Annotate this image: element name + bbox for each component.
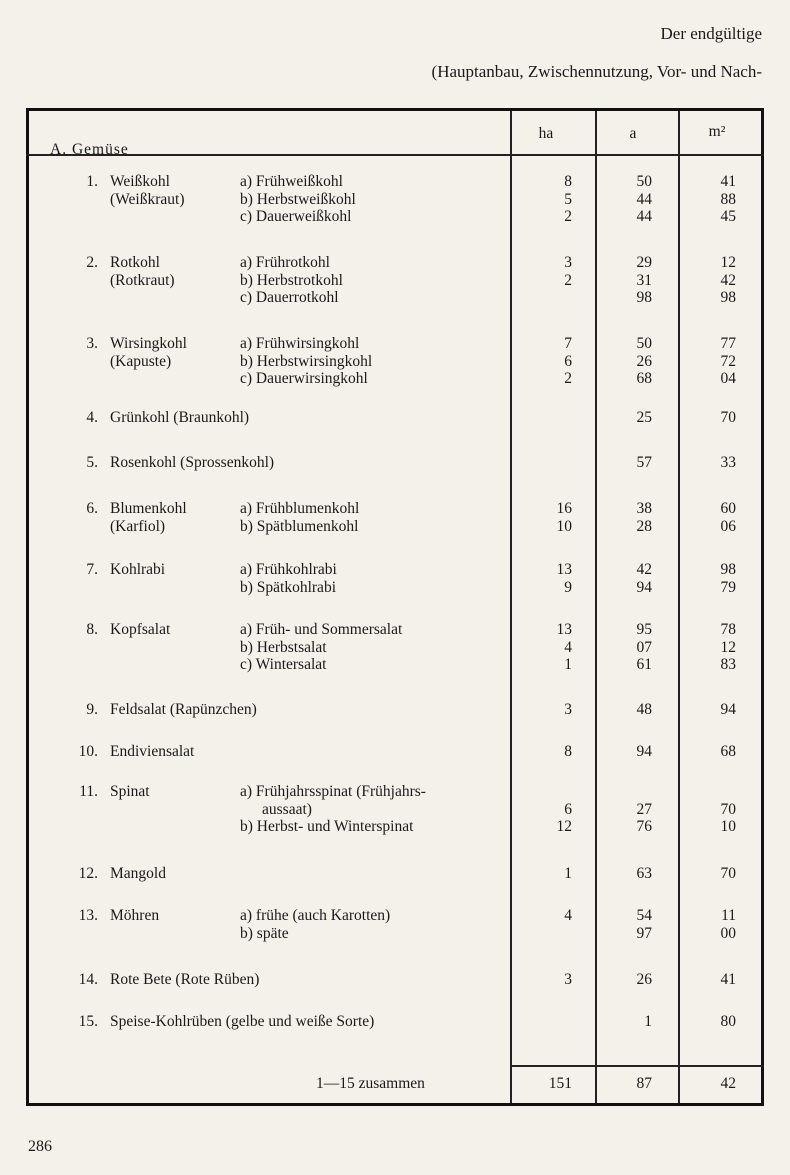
cell-m2: 80 [720, 1013, 736, 1030]
data-table [26, 108, 764, 1106]
cell-ha: 3 [564, 971, 572, 988]
cell-ha: 2 [564, 271, 572, 289]
cell-ha: 9 [564, 578, 572, 596]
cell-a: 28 [636, 517, 652, 535]
row-name: Möhren [110, 907, 160, 924]
total-ha: 151 [548, 1075, 572, 1092]
row-name: Feldsalat (Rapünzchen) [110, 701, 257, 718]
cell-ha: 16 [556, 500, 572, 517]
cell-a: 50 [636, 335, 652, 352]
cell-a: 07 [636, 638, 652, 656]
cell-a: 42 [636, 561, 652, 578]
cell-m2: 04 [720, 370, 736, 387]
cell-a: 31 [636, 271, 652, 289]
cell-ha: 2 [564, 208, 572, 225]
sub-row-label: a) Frühblumenkohl [240, 500, 360, 517]
cell-m2: 41 [720, 971, 736, 988]
total-m2: 42 [720, 1075, 736, 1092]
sub-row-label-cont: aussaat) [262, 800, 312, 818]
cell-a: 68 [636, 370, 652, 387]
cell-a: 50 [636, 173, 652, 190]
cell-a: 44 [636, 208, 652, 225]
row-number: 5. [86, 454, 98, 471]
header-title: Der endgültige [660, 24, 762, 43]
row-number: 12. [78, 865, 98, 882]
cell-a: 48 [636, 701, 652, 718]
row-alt-name: (Rotkraut) [110, 271, 175, 289]
sub-row-label: a) Frühweißkohl [240, 173, 343, 190]
cell-m2: 00 [720, 924, 736, 942]
cell-a: 44 [636, 190, 652, 208]
cell-ha: 6 [564, 800, 572, 818]
sub-row-label: c) Dauerrotkohl [240, 289, 339, 306]
cell-m2: 11 [721, 907, 736, 924]
cell-m2: 70 [720, 800, 736, 818]
cell-ha: 1 [564, 865, 572, 882]
row-name: Endiviensalat [110, 743, 195, 760]
cell-a: 29 [636, 254, 652, 271]
cell-m2: 68 [720, 743, 736, 760]
cell-a: 38 [636, 500, 652, 517]
cell-a: 1 [644, 1013, 652, 1030]
cell-ha: 4 [564, 907, 572, 924]
column-header-m2: m² [708, 123, 726, 140]
row-alt-name: (Karfiol) [110, 517, 166, 535]
cell-m2: 78 [720, 621, 736, 638]
row-number: 11. [79, 783, 98, 800]
row-number: 13. [78, 907, 98, 924]
cell-m2: 42 [720, 271, 736, 289]
row-number: 8. [86, 621, 98, 638]
row-number: 10. [78, 743, 98, 760]
total-a: 87 [636, 1075, 652, 1092]
cell-m2: 72 [720, 352, 736, 370]
row-name: Kopfsalat [110, 621, 171, 638]
total-rule [510, 1065, 764, 1067]
row-name: Weißkohl [110, 173, 170, 190]
cell-ha: 2 [564, 370, 572, 387]
cell-ha: 3 [564, 701, 572, 718]
row-name: Blumenkohl [110, 500, 187, 517]
cell-a: 27 [636, 800, 652, 818]
row-name: Rotkohl [110, 254, 160, 271]
sub-row-label: b) Spätkohlrabi [240, 578, 336, 596]
sub-row-label: a) frühe (auch Karotten) [240, 907, 391, 924]
row-number: 15. [78, 1013, 98, 1030]
total-label: 1—15 zusammen [316, 1075, 425, 1092]
cell-ha: 13 [556, 621, 572, 638]
cell-ha: 1 [564, 656, 572, 673]
cell-m2: 45 [720, 208, 736, 225]
cell-m2: 94 [720, 701, 736, 718]
sub-row-label: b) Herbst- und Winterspinat [240, 818, 414, 835]
cell-a: 26 [636, 352, 652, 370]
cell-m2: 10 [720, 818, 736, 835]
cell-m2: 98 [720, 561, 736, 578]
cell-ha: 5 [564, 190, 572, 208]
row-number: 4. [86, 409, 98, 426]
sub-row-label: a) Frührotkohl [240, 254, 330, 271]
cell-a: 97 [636, 924, 652, 942]
cell-a: 76 [636, 818, 652, 835]
row-number: 7. [86, 561, 98, 578]
cell-a: 25 [636, 409, 652, 426]
sub-row-label: b) Herbstweißkohl [240, 190, 356, 208]
row-number: 9. [86, 701, 98, 718]
row-number: 14. [78, 971, 98, 988]
column-header-a: a [629, 125, 637, 142]
cell-m2: 98 [720, 289, 736, 306]
cell-ha: 8 [564, 173, 572, 190]
cell-a: 54 [636, 907, 652, 924]
row-number: 2. [86, 254, 98, 271]
sub-row-label: a) Früh- und Sommersalat [240, 621, 403, 638]
sub-row-label: b) Herbstsalat [240, 638, 327, 656]
header-subtitle: (Hauptanbau, Zwischennutzung, Vor- und Nach- [431, 62, 762, 81]
row-name: Spinat [110, 783, 150, 800]
cell-a: 26 [636, 971, 652, 988]
cell-ha: 8 [564, 743, 572, 760]
cell-m2: 83 [720, 656, 736, 673]
cell-a: 61 [636, 656, 652, 673]
sub-row-label: c) Dauerwirsingkohl [240, 370, 368, 387]
cell-m2: 33 [720, 454, 736, 471]
sub-row-label: b) Herbstrotkohl [240, 271, 343, 289]
sub-row-label: a) Frühwirsingkohl [240, 335, 360, 352]
bleed-through-text [150, 2, 650, 24]
row-name: Wirsingkohl [110, 335, 187, 352]
page-number: 286 [28, 1138, 52, 1155]
row-name: Rosenkohl (Sprossenkohl) [110, 454, 275, 471]
cell-m2: 12 [720, 638, 736, 656]
row-name: Kohlrabi [110, 561, 166, 578]
row-number: 3. [86, 335, 98, 352]
sub-row-label: c) Dauerweißkohl [240, 208, 352, 225]
cell-m2: 06 [720, 517, 736, 535]
cell-ha: 3 [564, 254, 572, 271]
cell-m2: 41 [720, 173, 736, 190]
row-name: Rote Bete (Rote Rüben) [110, 971, 260, 988]
sub-row-label: a) Frühkohlrabi [240, 561, 337, 578]
row-name: Speise-Kohlrüben (gelbe und weiße Sorte) [110, 1013, 375, 1030]
cell-m2: 77 [720, 335, 736, 352]
row-name: Grünkohl (Braunkohl) [110, 409, 250, 426]
cell-a: 95 [636, 621, 652, 638]
cell-m2: 70 [720, 409, 736, 426]
cell-a: 57 [636, 454, 652, 471]
row-number: 1. [86, 173, 98, 190]
column-divider [595, 111, 597, 1103]
column-divider [510, 111, 512, 1103]
sub-row-label: b) späte [240, 924, 289, 942]
cell-ha: 4 [564, 638, 572, 656]
header-rule [26, 154, 764, 156]
section-label: A. Gemüse [50, 141, 129, 158]
cell-ha: 13 [556, 561, 572, 578]
cell-m2: 79 [720, 578, 736, 596]
cell-m2: 70 [720, 865, 736, 882]
column-header-ha: ha [538, 125, 554, 142]
sub-row-label: a) Frühjahrsspinat (Frühjahrs- [240, 783, 426, 800]
cell-m2: 60 [720, 500, 736, 517]
row-name: Mangold [110, 865, 166, 882]
cell-ha: 7 [564, 335, 572, 352]
row-alt-name: (Kapuste) [110, 352, 172, 370]
sub-row-label: c) Wintersalat [240, 656, 327, 673]
cell-a: 94 [636, 578, 652, 596]
row-number: 6. [86, 500, 98, 517]
table-border-right [761, 111, 764, 1103]
cell-a: 94 [636, 743, 652, 760]
column-divider [678, 111, 680, 1103]
table-border-left [26, 111, 29, 1103]
cell-ha: 10 [556, 517, 572, 535]
cell-m2: 88 [720, 190, 736, 208]
cell-m2: 12 [720, 254, 736, 271]
cell-ha: 6 [564, 352, 572, 370]
row-alt-name: (Weißkraut) [110, 190, 185, 208]
sub-row-label: b) Spätblumenkohl [240, 517, 359, 535]
sub-row-label: b) Herbstwirsingkohl [240, 352, 373, 370]
cell-a: 98 [636, 289, 652, 306]
cell-a: 63 [636, 865, 652, 882]
cell-ha: 12 [556, 818, 572, 835]
